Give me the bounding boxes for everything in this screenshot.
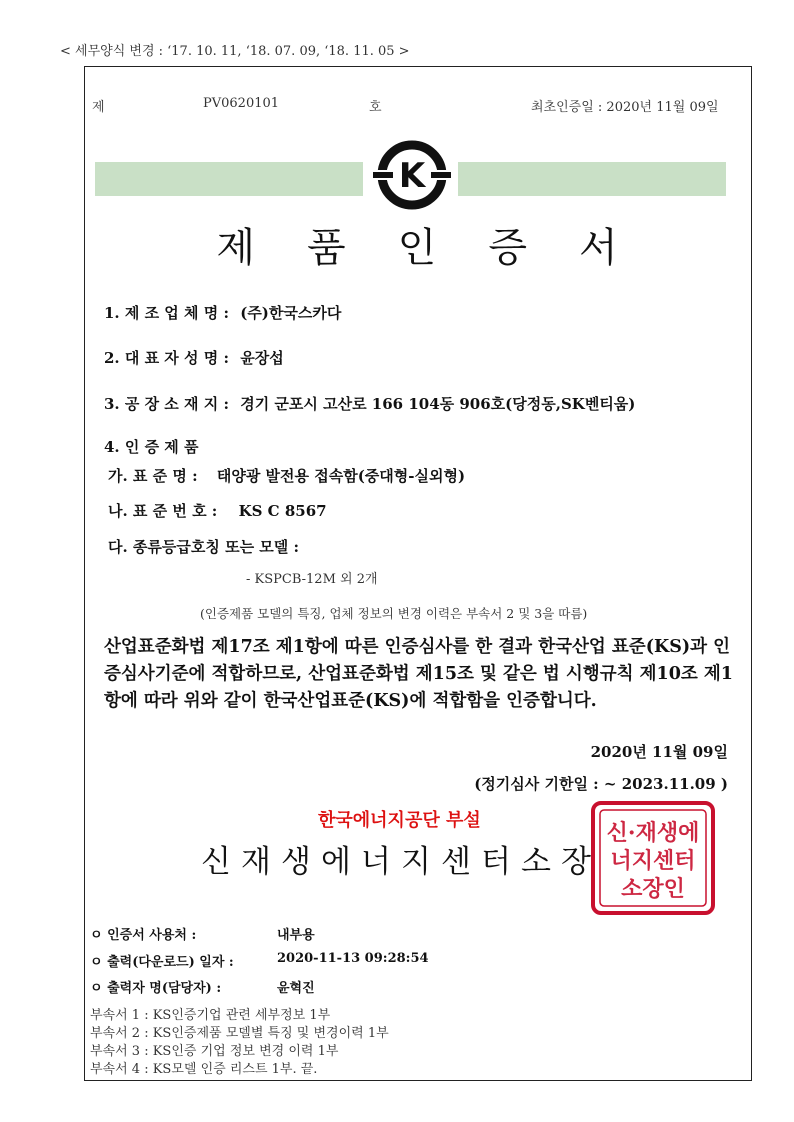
annex-item: 부속서 2 : KS인증제품 모델별 특징 및 변경이력 1부 <box>90 1026 389 1041</box>
annex-item: 부속서 4 : KS모델 인증 리스트 1부. 끝. <box>90 1062 318 1077</box>
print-person-value: 윤혁진 <box>277 981 315 996</box>
title-char: 인 <box>397 225 437 271</box>
annex-item: 부속서 1 : KS인증기업 관련 세부정보 1부 <box>90 1008 331 1023</box>
document-title <box>84 216 750 273</box>
standard-name-label: 가. 표 준 명 : <box>108 467 198 485</box>
certification-statement: 산업표준화법 제17조 제1항에 따른 인증심사를 한 결과 한국산업 표준(KS)과 인증심사기준에 적합하므로, 산업표준화법 제15조 및 같은 법 시행규칙 제10조 제1항에 따라 위와 같이 한국산업표준(KS)에 적합함을 인증합니다. <box>104 637 733 711</box>
first-certification-date: 최초인증일 : 2020년 11월 09일 <box>531 100 719 115</box>
model-label: 다. 종류등급호칭 또는 모델 : <box>108 538 300 556</box>
issuer-char: 센 <box>441 844 471 880</box>
seal-line: 소장인 <box>621 876 685 902</box>
issuer-char: 재 <box>241 844 271 880</box>
print-person-label: ㅇ 출력자 명(담당자) : <box>90 981 222 996</box>
header-band-right <box>458 162 726 196</box>
annex-item: 부속서 3 : KS인증 기업 정보 변경 이력 1부 <box>90 1044 339 1059</box>
maker-value: (주)한국스카다 <box>240 304 342 322</box>
standard-number-label: 나. 표 준 번 호 : <box>108 502 218 520</box>
standard-number-row <box>108 500 327 521</box>
print-date-value: 2020-11-13 09:28:54 <box>277 951 429 966</box>
maker-label: 1. 제 조 업 체 명 : <box>104 304 229 322</box>
representative-row <box>104 347 284 368</box>
issuer-organization: 한국에너지공단 부설 <box>318 810 481 831</box>
issuer-char: 터 <box>481 844 511 880</box>
header-band-left <box>95 162 363 196</box>
form-revision-note: < 세무양식 변경 : ‘17. 10. 11, ‘18. 07. 09, ‘18. 11. 05 > <box>60 44 410 59</box>
standard-name-row <box>108 465 465 486</box>
factory-value: 경기 군포시 고산로 166 104동 906호(당정동,SK벤티움) <box>240 395 636 413</box>
logo-letter: K <box>398 156 426 196</box>
issuer-char: 지 <box>401 844 431 880</box>
factory-row <box>104 393 635 414</box>
issuer-char: 신 <box>201 844 231 880</box>
seal-line: 너지센터 <box>610 848 696 874</box>
title-char: 서 <box>578 225 618 271</box>
standard-name-value: 태양광 발전용 접속함(중대형-실외형) <box>216 467 466 485</box>
maker-row <box>104 302 341 323</box>
product-heading: 4. 인 증 제 품 <box>104 438 199 456</box>
representative-label: 2. 대 표 자 성 명 : <box>104 349 229 367</box>
ks-mark-logo-icon <box>373 136 451 214</box>
issuer-char: 에 <box>321 844 351 880</box>
seal-line: 신·재생에 <box>606 820 700 846</box>
issue-date: 2020년 11월 09일 <box>590 743 728 761</box>
cert-number: PV0620101 <box>203 96 280 111</box>
issuer-char: 생 <box>281 844 311 880</box>
cert-number-suffix: 호 <box>369 100 382 115</box>
issuer-char: 소 <box>521 844 551 880</box>
print-date-label: ㅇ 출력(다운로드) 일자 : <box>90 955 234 970</box>
title-char: 품 <box>307 225 346 271</box>
usage-value: 내부용 <box>277 928 315 943</box>
issuer-char: 장 <box>561 844 591 880</box>
cert-number-prefix: 제 <box>92 100 105 115</box>
review-deadline: (정기심사 기한일 : ~ 2023.11.09 ) <box>474 775 728 793</box>
representative-value: 윤장섭 <box>240 349 284 367</box>
usage-label: ㅇ 인증서 사용처 : <box>90 928 197 943</box>
standard-number-value: KS C 8567 <box>238 502 327 520</box>
official-seal-stamp <box>590 800 716 916</box>
model-history-note: (인증제품 모델의 특징, 업체 정보의 변경 이력은 부속서 2 및 3을 따름) <box>200 606 588 621</box>
issuer-center <box>196 836 596 881</box>
title-char: 제 <box>216 225 256 271</box>
model-value: - KSPCB-12M 외 2개 <box>246 572 378 587</box>
title-char: 증 <box>488 225 527 271</box>
issuer-char: 너 <box>361 844 391 880</box>
factory-label: 3. 공 장 소 재 지 : <box>104 395 229 413</box>
